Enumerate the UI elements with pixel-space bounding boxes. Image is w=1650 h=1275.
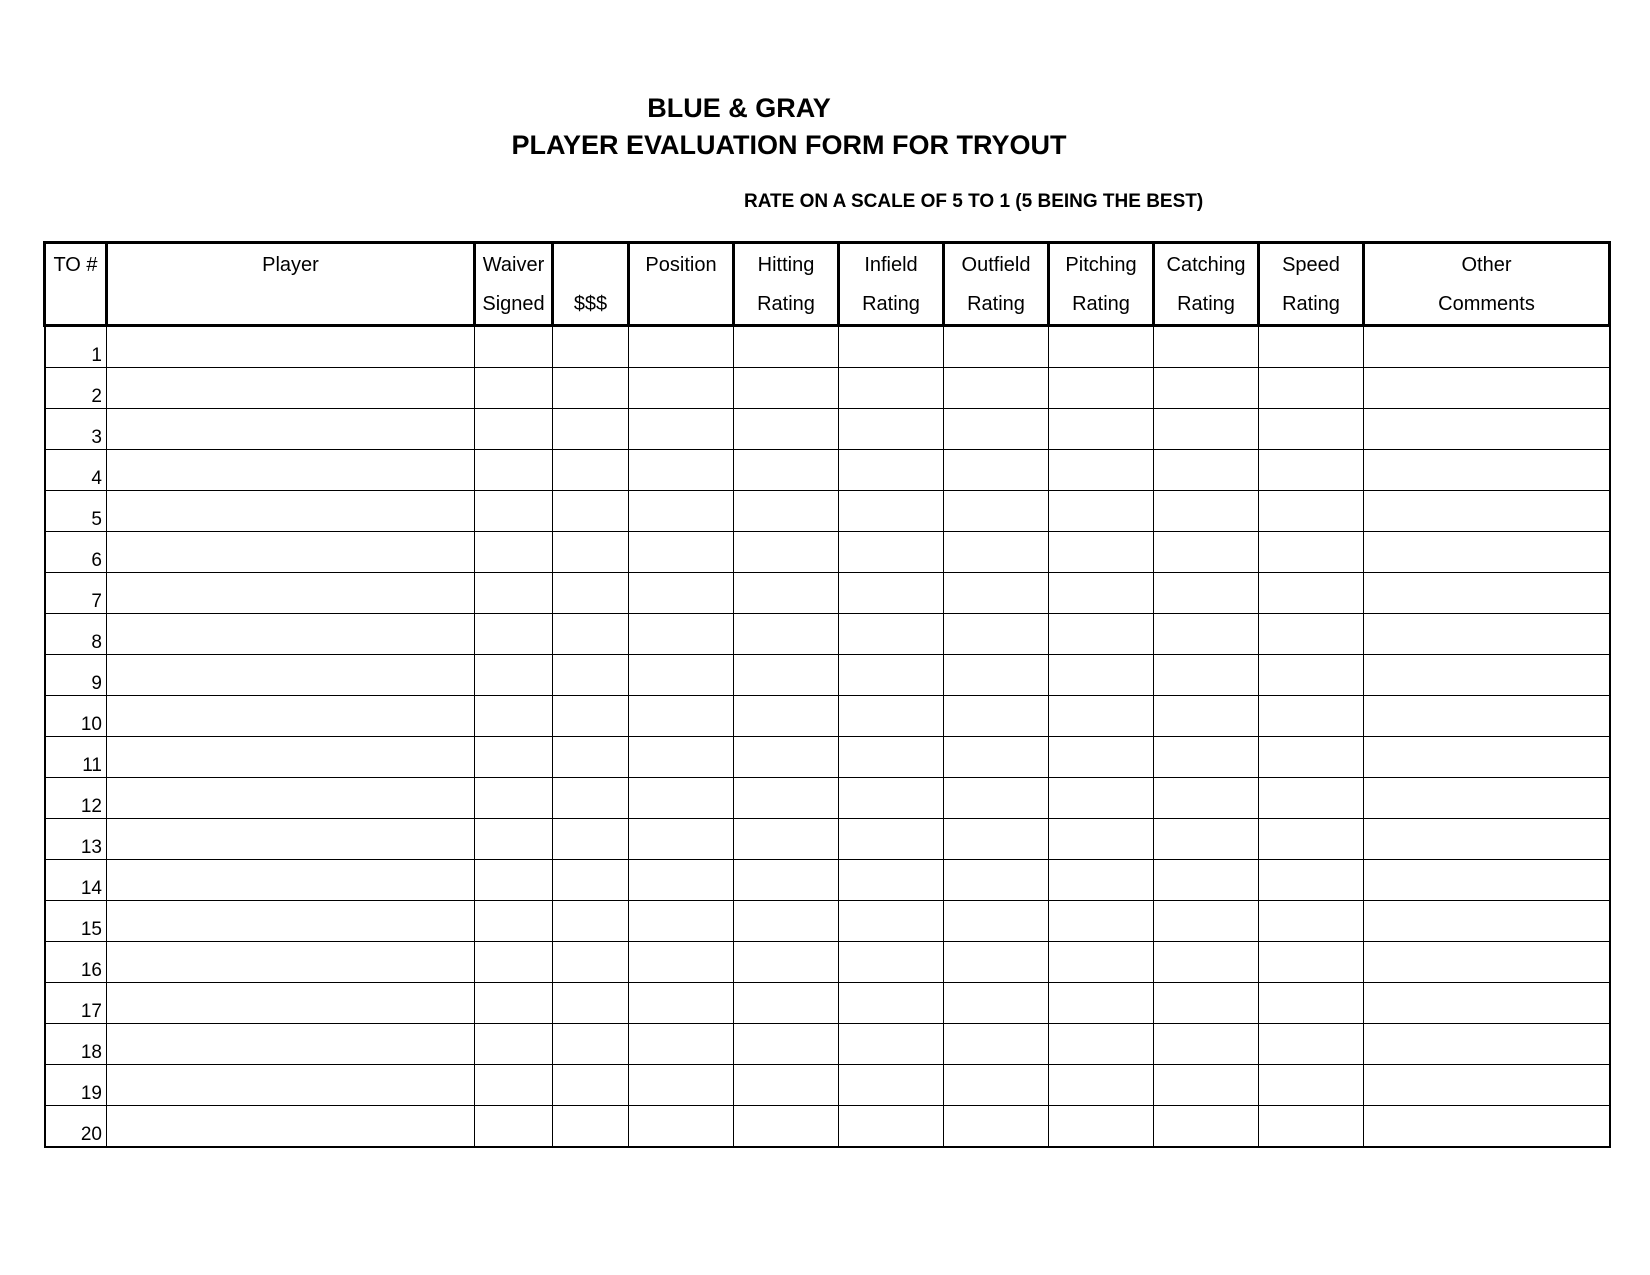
hitting-cell[interactable] — [734, 1106, 839, 1148]
outfield-cell[interactable] — [944, 1106, 1049, 1148]
row-number: 3 — [45, 409, 107, 450]
waiver-cell[interactable] — [475, 1024, 553, 1065]
table-row — [45, 778, 1610, 819]
pitching-cell[interactable] — [1049, 368, 1154, 409]
speed-cell[interactable] — [1259, 737, 1364, 778]
comments-cell[interactable] — [1364, 778, 1610, 819]
row-number: 14 — [45, 860, 107, 901]
player-cell[interactable] — [107, 491, 475, 532]
infield-cell[interactable] — [839, 532, 944, 573]
hitting-cell[interactable] — [734, 614, 839, 655]
row-number: 17 — [45, 983, 107, 1024]
table-row — [45, 1065, 1610, 1106]
col-header-pitching-rating: Pitching Rating — [1049, 243, 1154, 326]
col-header-other-comments: Other Comments — [1364, 243, 1610, 326]
player-cell[interactable] — [107, 1106, 475, 1148]
position-cell[interactable] — [629, 737, 734, 778]
waiver-cell[interactable] — [475, 778, 553, 819]
infield-cell[interactable] — [839, 368, 944, 409]
comments-cell[interactable] — [1364, 532, 1610, 573]
position-cell[interactable] — [629, 1024, 734, 1065]
pitching-cell[interactable] — [1049, 737, 1154, 778]
position-cell[interactable] — [629, 942, 734, 983]
outfield-cell[interactable] — [944, 942, 1049, 983]
comments-cell[interactable] — [1364, 696, 1610, 737]
comments-cell[interactable] — [1364, 450, 1610, 491]
catching-cell[interactable] — [1154, 696, 1259, 737]
infield-cell[interactable] — [839, 737, 944, 778]
catching-cell[interactable] — [1154, 409, 1259, 450]
player-cell[interactable] — [107, 819, 475, 860]
waiver-cell[interactable] — [475, 573, 553, 614]
col-header-outfield-rating: Outfield Rating — [944, 243, 1049, 326]
catching-cell[interactable] — [1154, 1106, 1259, 1148]
table-row — [45, 696, 1610, 737]
table-row — [45, 819, 1610, 860]
pitching-cell[interactable] — [1049, 450, 1154, 491]
player-cell[interactable] — [107, 368, 475, 409]
col-header-position: Position — [629, 243, 734, 326]
player-cell[interactable] — [107, 614, 475, 655]
speed-cell[interactable] — [1259, 491, 1364, 532]
speed-cell[interactable] — [1259, 696, 1364, 737]
hitting-cell[interactable] — [734, 409, 839, 450]
pitching-cell[interactable] — [1049, 1106, 1154, 1148]
catching-cell[interactable] — [1154, 614, 1259, 655]
catching-cell[interactable] — [1154, 655, 1259, 696]
outfield-cell[interactable] — [944, 409, 1049, 450]
comments-cell[interactable] — [1364, 860, 1610, 901]
table-row — [45, 901, 1610, 942]
player-cell[interactable] — [107, 573, 475, 614]
outfield-cell[interactable] — [944, 491, 1049, 532]
col-header-hitting-rating: Hitting Rating — [734, 243, 839, 326]
comments-cell[interactable] — [1364, 983, 1610, 1024]
hitting-cell[interactable] — [734, 450, 839, 491]
pitching-cell[interactable] — [1049, 778, 1154, 819]
pitching-cell[interactable] — [1049, 573, 1154, 614]
hitting-cell[interactable] — [734, 737, 839, 778]
waiver-cell[interactable] — [475, 737, 553, 778]
col-header-fee: $$$ — [553, 243, 629, 326]
waiver-cell[interactable] — [475, 368, 553, 409]
row-number: 2 — [45, 368, 107, 409]
infield-cell[interactable] — [839, 326, 944, 368]
catching-cell[interactable] — [1154, 983, 1259, 1024]
fee-cell[interactable] — [553, 368, 629, 409]
waiver-cell[interactable] — [475, 1065, 553, 1106]
row-number: 11 — [45, 737, 107, 778]
position-cell[interactable] — [629, 696, 734, 737]
waiver-cell[interactable] — [475, 942, 553, 983]
speed-cell[interactable] — [1259, 409, 1364, 450]
waiver-cell[interactable] — [475, 450, 553, 491]
infield-cell[interactable] — [839, 573, 944, 614]
table-row — [45, 409, 1610, 450]
outfield-cell[interactable] — [944, 819, 1049, 860]
table-row — [45, 1106, 1610, 1148]
outfield-cell[interactable] — [944, 450, 1049, 491]
waiver-cell[interactable] — [475, 532, 553, 573]
infield-cell[interactable] — [839, 942, 944, 983]
pitching-cell[interactable] — [1049, 491, 1154, 532]
evaluation-table — [43, 241, 1611, 1148]
position-cell[interactable] — [629, 901, 734, 942]
fee-cell[interactable] — [553, 696, 629, 737]
player-cell[interactable] — [107, 696, 475, 737]
table-row — [45, 368, 1610, 409]
fee-cell[interactable] — [553, 491, 629, 532]
catching-cell[interactable] — [1154, 942, 1259, 983]
row-number: 10 — [45, 696, 107, 737]
table-row — [45, 491, 1610, 532]
table-row — [45, 573, 1610, 614]
catching-cell[interactable] — [1154, 860, 1259, 901]
fee-cell[interactable] — [553, 326, 629, 368]
position-cell[interactable] — [629, 326, 734, 368]
col-header-speed-rating: Speed Rating — [1259, 243, 1364, 326]
player-cell[interactable] — [107, 326, 475, 368]
comments-cell[interactable] — [1364, 737, 1610, 778]
row-number: 5 — [45, 491, 107, 532]
hitting-cell[interactable] — [734, 491, 839, 532]
player-cell[interactable] — [107, 1065, 475, 1106]
catching-cell[interactable] — [1154, 573, 1259, 614]
position-cell[interactable] — [629, 1065, 734, 1106]
infield-cell[interactable] — [839, 778, 944, 819]
position-cell[interactable] — [629, 860, 734, 901]
position-cell[interactable] — [629, 1106, 734, 1148]
infield-cell[interactable] — [839, 450, 944, 491]
position-cell[interactable] — [629, 614, 734, 655]
col-header-to-number: TO # — [45, 243, 107, 326]
pitching-cell[interactable] — [1049, 942, 1154, 983]
row-number: 8 — [45, 614, 107, 655]
fee-cell[interactable] — [553, 860, 629, 901]
catching-cell[interactable] — [1154, 450, 1259, 491]
rating-scale-note: RATE ON A SCALE OF 5 TO 1 (5 BEING THE BEST) — [744, 191, 1204, 212]
comments-cell[interactable] — [1364, 573, 1610, 614]
comments-cell[interactable] — [1364, 942, 1610, 983]
pitching-cell[interactable] — [1049, 532, 1154, 573]
pitching-cell[interactable] — [1049, 326, 1154, 368]
outfield-cell[interactable] — [944, 573, 1049, 614]
outfield-cell[interactable] — [944, 737, 1049, 778]
table-row — [45, 614, 1610, 655]
player-cell[interactable] — [107, 1024, 475, 1065]
outfield-cell[interactable] — [944, 368, 1049, 409]
col-header-waiver-signed: Waiver Signed — [475, 243, 553, 326]
waiver-cell[interactable] — [475, 1106, 553, 1148]
waiver-cell[interactable] — [475, 901, 553, 942]
catching-cell[interactable] — [1154, 778, 1259, 819]
catching-cell[interactable] — [1154, 901, 1259, 942]
speed-cell[interactable] — [1259, 368, 1364, 409]
table-row — [45, 1024, 1610, 1065]
pitching-cell[interactable] — [1049, 860, 1154, 901]
infield-cell[interactable] — [839, 860, 944, 901]
infield-cell[interactable] — [839, 1106, 944, 1148]
speed-cell[interactable] — [1259, 614, 1364, 655]
speed-cell[interactable] — [1259, 778, 1364, 819]
catching-cell[interactable] — [1154, 326, 1259, 368]
player-cell[interactable] — [107, 450, 475, 491]
outfield-cell[interactable] — [944, 1065, 1049, 1106]
speed-cell[interactable] — [1259, 819, 1364, 860]
hitting-cell[interactable] — [734, 901, 839, 942]
position-cell[interactable] — [629, 450, 734, 491]
fee-cell[interactable] — [553, 1024, 629, 1065]
hitting-cell[interactable] — [734, 860, 839, 901]
waiver-cell[interactable] — [475, 409, 553, 450]
outfield-cell[interactable] — [944, 983, 1049, 1024]
outfield-cell[interactable] — [944, 1024, 1049, 1065]
infield-cell[interactable] — [839, 1065, 944, 1106]
catching-cell[interactable] — [1154, 532, 1259, 573]
outfield-cell[interactable] — [944, 655, 1049, 696]
catching-cell[interactable] — [1154, 819, 1259, 860]
hitting-cell[interactable] — [734, 819, 839, 860]
position-cell[interactable] — [629, 983, 734, 1024]
row-number: 19 — [45, 1065, 107, 1106]
hitting-cell[interactable] — [734, 1065, 839, 1106]
outfield-cell[interactable] — [944, 532, 1049, 573]
row-number: 4 — [45, 450, 107, 491]
speed-cell[interactable] — [1259, 450, 1364, 491]
hitting-cell[interactable] — [734, 1024, 839, 1065]
position-cell[interactable] — [629, 491, 734, 532]
fee-cell[interactable] — [553, 655, 629, 696]
waiver-cell[interactable] — [475, 326, 553, 368]
row-number: 18 — [45, 1024, 107, 1065]
pitching-cell[interactable] — [1049, 983, 1154, 1024]
comments-cell[interactable] — [1364, 1024, 1610, 1065]
fee-cell[interactable] — [553, 1065, 629, 1106]
table-row — [45, 655, 1610, 696]
fee-cell[interactable] — [553, 1106, 629, 1148]
speed-cell[interactable] — [1259, 326, 1364, 368]
table-row — [45, 942, 1610, 983]
speed-cell[interactable] — [1259, 942, 1364, 983]
infield-cell[interactable] — [839, 983, 944, 1024]
infield-cell[interactable] — [839, 409, 944, 450]
player-cell[interactable] — [107, 860, 475, 901]
speed-cell[interactable] — [1259, 860, 1364, 901]
hitting-cell[interactable] — [734, 983, 839, 1024]
row-number: 9 — [45, 655, 107, 696]
pitching-cell[interactable] — [1049, 409, 1154, 450]
row-number: 16 — [45, 942, 107, 983]
hitting-cell[interactable] — [734, 326, 839, 368]
comments-cell[interactable] — [1364, 655, 1610, 696]
comments-cell[interactable] — [1364, 409, 1610, 450]
player-cell[interactable] — [107, 942, 475, 983]
table-row — [45, 532, 1610, 573]
infield-cell[interactable] — [839, 491, 944, 532]
row-number: 7 — [45, 573, 107, 614]
fee-cell[interactable] — [553, 983, 629, 1024]
table-row — [45, 737, 1610, 778]
row-number: 1 — [45, 326, 107, 368]
header-row — [45, 243, 1610, 326]
pitching-cell[interactable] — [1049, 1024, 1154, 1065]
catching-cell[interactable] — [1154, 1024, 1259, 1065]
form-title-line1: BLUE & GRAY — [647, 93, 831, 123]
outfield-cell[interactable] — [944, 326, 1049, 368]
player-cell[interactable] — [107, 655, 475, 696]
infield-cell[interactable] — [839, 901, 944, 942]
fee-cell[interactable] — [553, 901, 629, 942]
speed-cell[interactable] — [1259, 1106, 1364, 1148]
pitching-cell[interactable] — [1049, 655, 1154, 696]
fee-cell[interactable] — [553, 778, 629, 819]
hitting-cell[interactable] — [734, 655, 839, 696]
fee-cell[interactable] — [553, 573, 629, 614]
waiver-cell[interactable] — [475, 860, 553, 901]
col-header-player: Player — [107, 243, 475, 326]
catching-cell[interactable] — [1154, 368, 1259, 409]
comments-cell[interactable] — [1364, 901, 1610, 942]
hitting-cell[interactable] — [734, 573, 839, 614]
catching-cell[interactable] — [1154, 737, 1259, 778]
pitching-cell[interactable] — [1049, 696, 1154, 737]
infield-cell[interactable] — [839, 614, 944, 655]
row-number: 13 — [45, 819, 107, 860]
col-header-infield-rating: Infield Rating — [839, 243, 944, 326]
position-cell[interactable] — [629, 409, 734, 450]
row-number: 20 — [45, 1106, 107, 1148]
comments-cell[interactable] — [1364, 491, 1610, 532]
table-row — [45, 860, 1610, 901]
position-cell[interactable] — [629, 819, 734, 860]
fee-cell[interactable] — [553, 532, 629, 573]
pitching-cell[interactable] — [1049, 1065, 1154, 1106]
speed-cell[interactable] — [1259, 1024, 1364, 1065]
fee-cell[interactable] — [553, 409, 629, 450]
position-cell[interactable] — [629, 532, 734, 573]
col-header-catching-rating: Catching Rating — [1154, 243, 1259, 326]
waiver-cell[interactable] — [475, 614, 553, 655]
outfield-cell[interactable] — [944, 696, 1049, 737]
hitting-cell[interactable] — [734, 778, 839, 819]
infield-cell[interactable] — [839, 655, 944, 696]
waiver-cell[interactable] — [475, 696, 553, 737]
speed-cell[interactable] — [1259, 532, 1364, 573]
row-number: 6 — [45, 532, 107, 573]
player-cell[interactable] — [107, 778, 475, 819]
fee-cell[interactable] — [553, 450, 629, 491]
fee-cell[interactable] — [553, 614, 629, 655]
player-cell[interactable] — [107, 983, 475, 1024]
waiver-cell[interactable] — [475, 655, 553, 696]
player-cell[interactable] — [107, 737, 475, 778]
speed-cell[interactable] — [1259, 655, 1364, 696]
waiver-cell[interactable] — [475, 819, 553, 860]
fee-cell[interactable] — [553, 819, 629, 860]
outfield-cell[interactable] — [944, 860, 1049, 901]
speed-cell[interactable] — [1259, 1065, 1364, 1106]
position-cell[interactable] — [629, 778, 734, 819]
outfield-cell[interactable] — [944, 614, 1049, 655]
comments-cell[interactable] — [1364, 368, 1610, 409]
pitching-cell[interactable] — [1049, 901, 1154, 942]
row-number: 12 — [45, 778, 107, 819]
comments-cell[interactable] — [1364, 326, 1610, 368]
player-cell[interactable] — [107, 532, 475, 573]
table-row — [45, 983, 1610, 1024]
form-title-line2: PLAYER EVALUATION FORM FOR TRYOUT — [511, 130, 1067, 160]
pitching-cell[interactable] — [1049, 819, 1154, 860]
player-cell[interactable] — [107, 409, 475, 450]
outfield-cell[interactable] — [944, 901, 1049, 942]
waiver-cell[interactable] — [475, 983, 553, 1024]
catching-cell[interactable] — [1154, 1065, 1259, 1106]
fee-cell[interactable] — [553, 942, 629, 983]
position-cell[interactable] — [629, 655, 734, 696]
table-row — [45, 450, 1610, 491]
comments-cell[interactable] — [1364, 1106, 1610, 1148]
evaluation-table-body — [45, 326, 1610, 1148]
row-number: 15 — [45, 901, 107, 942]
hitting-cell[interactable] — [734, 532, 839, 573]
infield-cell[interactable] — [839, 696, 944, 737]
waiver-cell[interactable] — [475, 491, 553, 532]
fee-cell[interactable] — [553, 737, 629, 778]
infield-cell[interactable] — [839, 1024, 944, 1065]
comments-cell[interactable] — [1364, 819, 1610, 860]
speed-cell[interactable] — [1259, 573, 1364, 614]
hitting-cell[interactable] — [734, 368, 839, 409]
position-cell[interactable] — [629, 368, 734, 409]
player-cell[interactable] — [107, 901, 475, 942]
outfield-cell[interactable] — [944, 778, 1049, 819]
speed-cell[interactable] — [1259, 901, 1364, 942]
comments-cell[interactable] — [1364, 614, 1610, 655]
catching-cell[interactable] — [1154, 491, 1259, 532]
hitting-cell[interactable] — [734, 696, 839, 737]
speed-cell[interactable] — [1259, 983, 1364, 1024]
hitting-cell[interactable] — [734, 942, 839, 983]
table-row — [45, 326, 1610, 368]
pitching-cell[interactable] — [1049, 614, 1154, 655]
infield-cell[interactable] — [839, 819, 944, 860]
comments-cell[interactable] — [1364, 1065, 1610, 1106]
position-cell[interactable] — [629, 573, 734, 614]
